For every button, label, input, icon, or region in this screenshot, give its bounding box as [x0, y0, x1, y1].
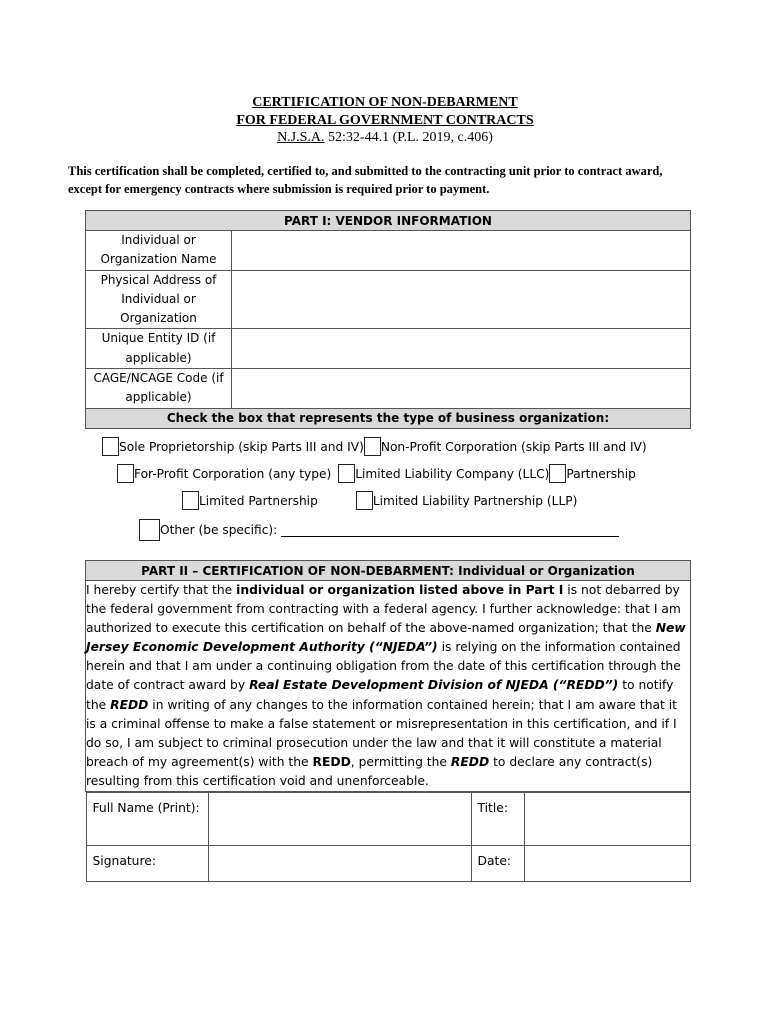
checkbox-row-2 [117, 464, 636, 483]
statute-number: 52:32-44.1 (P.L. 2019, c.406) [324, 130, 493, 145]
certification-table [85, 560, 691, 882]
business-type-heading: Check the box that represents the type of business organization: [86, 408, 691, 428]
date-field[interactable] [524, 846, 690, 882]
cage-code-label: CAGE/NCAGE Code (if applicable) [86, 369, 232, 409]
cert-text-7: to declare any contract(s) resulting from this certification void and unenforceable. [86, 754, 653, 788]
other-specify-field[interactable] [281, 524, 619, 537]
other-checkbox[interactable] [139, 519, 160, 541]
sole-proprietorship-checkbox[interactable] [102, 437, 119, 456]
option-partnership[interactable] [549, 464, 636, 483]
other-label: Other (be specific): [160, 523, 278, 537]
part1-heading: PART I: VENDOR INFORMATION [86, 211, 691, 231]
cert-text-4: to notify the [86, 678, 674, 712]
unique-entity-id-field[interactable] [232, 329, 691, 369]
document-title [0, 94, 770, 147]
unique-entity-id-label: Unique Entity ID (if applicable) [86, 329, 232, 369]
limited-partnership-checkbox[interactable] [182, 491, 199, 510]
certification-statement [86, 581, 691, 792]
option-llc[interactable] [338, 464, 549, 483]
non-profit-checkbox[interactable] [364, 437, 381, 456]
part2-heading: PART II – CERTIFICATION OF NON-DEBARMENT: Individual or Organization [86, 561, 691, 581]
llc-label: Limited Liability Company (LLC) [355, 466, 550, 481]
org-name-label: Individual or Organization Name [86, 231, 232, 271]
signature-table [86, 792, 691, 882]
statute-citation [0, 129, 770, 147]
signature-section [86, 792, 691, 883]
cert-text-2: is not debarred by the federal government from contracting with a federal agency. I further acknowledge: that I am authorized to execute this certification on behalf of the above-named organization; that the [86, 583, 681, 636]
title-line-1: CERTIFICATION OF NON-DEBARMENT [252, 95, 518, 110]
for-profit-checkbox[interactable] [117, 464, 134, 483]
llp-checkbox[interactable] [356, 491, 373, 510]
full-name-field[interactable] [208, 793, 471, 846]
for-profit-label: For-Profit Corporation (any type) [134, 466, 332, 481]
signature-label: Signature: [86, 846, 208, 882]
date-label: Date: [471, 846, 524, 882]
cert-redd-1: REDD [110, 697, 149, 712]
cert-text-6: , permitting the [350, 754, 451, 769]
cert-njeda: New Jersey Economic Development Authority (“NJEDA”) [86, 621, 686, 655]
non-profit-label: Non-Profit Corporation (skip Parts III and IV) [380, 439, 647, 454]
option-limited-partnership[interactable] [182, 491, 318, 510]
vendor-information-table [85, 210, 691, 429]
checkbox-row-3 [182, 491, 577, 510]
title-field[interactable] [524, 793, 690, 846]
llc-checkbox[interactable] [338, 464, 355, 483]
partnership-label: Partnership [566, 466, 636, 481]
option-other[interactable] [139, 519, 619, 541]
checkbox-row-1 [102, 437, 647, 456]
limited-partnership-label: Limited Partnership [199, 493, 318, 508]
cert-redd-3: REDD [450, 754, 490, 769]
intro-paragraph: This certification shall be completed, certified to, and submitted to the contracting unit prior to contract award, except for emergency contracts where submission is required prior to payment. [68, 164, 663, 196]
org-name-field[interactable] [232, 231, 691, 271]
cert-redd-2: REDD [312, 754, 351, 769]
address-label: Physical Address of Individual or Organization [86, 270, 232, 329]
title-label: Title: [471, 793, 524, 846]
sole-proprietorship-label: Sole Proprietorship (skip Parts III and IV) [119, 439, 364, 454]
partnership-checkbox[interactable] [549, 464, 566, 483]
llp-label: Limited Liability Partnership (LLP) [372, 493, 578, 508]
cage-code-field[interactable] [232, 369, 691, 409]
cert-redd-division: Real Estate Development Division of NJEDA (“REDD”) [249, 678, 619, 693]
full-name-label: Full Name (Print): [86, 793, 208, 846]
option-non-profit[interactable] [364, 437, 647, 456]
option-for-profit[interactable] [117, 464, 331, 483]
address-field[interactable] [232, 270, 691, 329]
statute-abbrev: N.J.S.A. [277, 130, 325, 145]
cert-text-5: in writing of any changes to the information contained herein; that I am aware that it is a criminal offense to make a false statement or misrepresentation in this certification, and if I do so, I am subject to criminal prosecution under the law and that it will constitute a material breach of my agreement(s) with the [86, 697, 678, 769]
checkbox-row-4 [139, 519, 619, 541]
option-llp[interactable] [356, 491, 578, 510]
cert-text-3: is relying on the information contained herein and that I am under a continuing obligation from the date of this certification through the date of contract award by [86, 640, 681, 693]
cert-text-1: I hereby certify that the [86, 583, 237, 597]
option-sole-proprietorship[interactable] [102, 437, 364, 456]
signature-field[interactable] [208, 846, 471, 882]
title-line-2: FOR FEDERAL GOVERNMENT CONTRACTS [236, 112, 534, 128]
cert-bold-1: individual or organization listed above in Part I [236, 583, 564, 597]
